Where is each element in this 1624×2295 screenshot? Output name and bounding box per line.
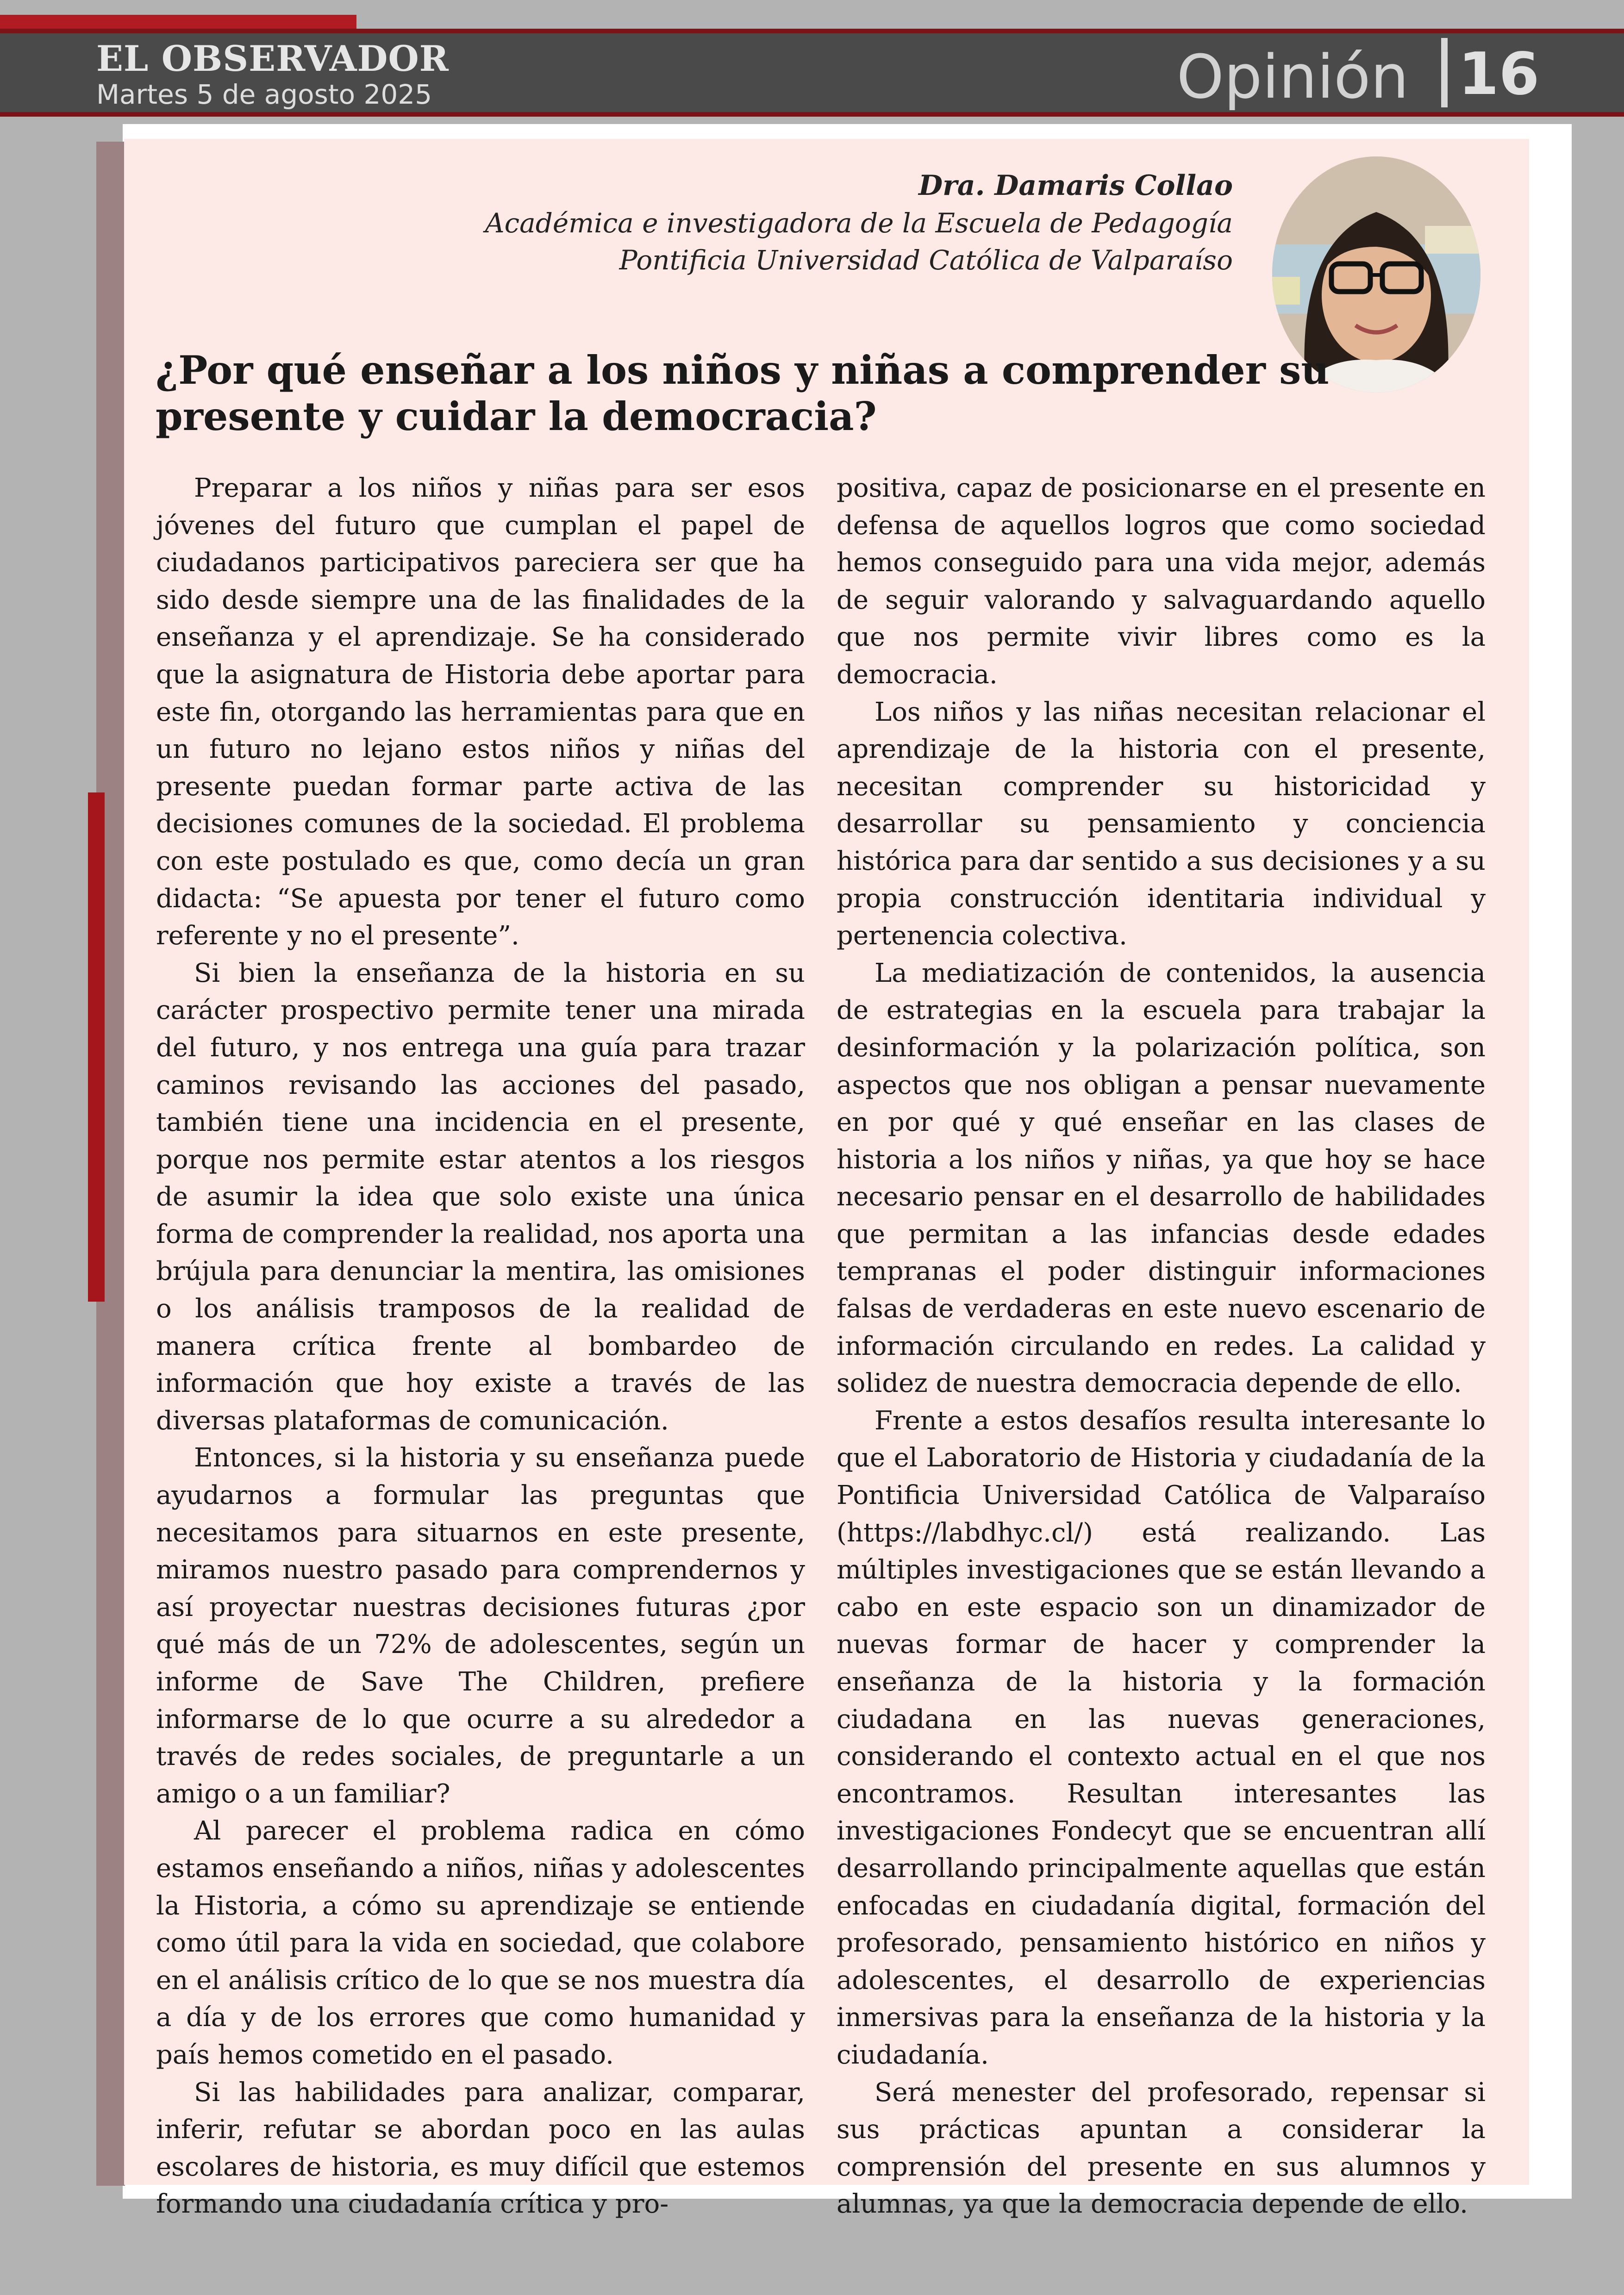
section-title: Opinión bbox=[1176, 42, 1409, 112]
author-name: Dra. Damaris Collao bbox=[918, 169, 1233, 202]
paragraph-continued: positiva, capaz de posicionarse en el presente en defensa de aquellos logros que como sociedad hemos conseguido para una vida mejor, además de seguir valorando y salvaguardando aquello que nos permite vivir libres como es la democracia. bbox=[837, 473, 1486, 690]
paragraph: Frente a estos desafíos resulta interesante lo que el Laboratorio de Historia y ciudadanía de la Pontificia Universidad Católica de Valparaíso (https://labdhyc.cl/) está realizando. Las múltiples investigaciones que se están llevando a cabo en este espacio son un dinamizador de nuevas formar de hacer y comprender la enseñanza de la historia y la formación ciudadana en las nuevas generaciones, considerando el contexto actual en el que nos encontramos. Resultan interesantes las investigaciones Fondecyt que se encuentran allí desarrollando principalmente aquellas que están enfocadas en ciudadanía digital, formación del profesorado, pensamiento histórico en niños y adolescentes, el desarrollo de experiencias inmersivas para la enseñanza de la historia y la ciudadanía. bbox=[837, 1405, 1486, 2070]
article-headline: ¿Por qué enseñar a los niños y niñas a comprender su presente y cuidar la democracia? bbox=[156, 347, 1330, 439]
header-red-tab bbox=[0, 15, 356, 29]
header-divider bbox=[1441, 38, 1448, 107]
paragraph: Será menester del profesorado, repensar si sus prácticas apuntan a considerar la comprensión del presente en sus alumnos y alumnas, ya que la democracia depende de ello. bbox=[837, 2077, 1486, 2220]
author-byline bbox=[485, 169, 1233, 279]
column-left bbox=[156, 470, 805, 2223]
paragraph: Si bien la enseñanza de la historia en su carácter prospectivo permite tener una mirada del futuro, y nos entrega una guía para trazar caminos revisando las acciones del pasado, también tiene una incidencia en el presente, porque nos permite estar atentos a los riesgos de asumir la idea que solo existe una única forma de comprender la realidad, nos aporta una brújula para denunciar la mentira, las omisiones o los análisis tramposos de la realidad de manera crítica frente al bombardeo de información que hoy existe a través de las diversas plataformas de comunicación. bbox=[156, 958, 805, 1436]
paragraph: Si las habilidades para analizar, comparar, inferir, refutar se abordan poco en las aulas escolares de historia, es muy difícil que estemos formando una ciudadanía crítica y pro- bbox=[156, 2077, 805, 2220]
paragraph: Al parecer el problema radica en cómo estamos enseñando a niños, niñas y adolescentes la Historia, a cómo su aprendizaje se entiende como útil para la vida en sociedad, que colabore en el análisis crítico de lo que se nos muestra día a día y de los errores que como humanidad y país hemos cometido en el pasado. bbox=[156, 1816, 805, 2070]
article bbox=[124, 139, 1529, 2220]
author-role: Académica e investigadora de la Escuela de Pedagogía bbox=[485, 207, 1233, 239]
paragraph: Entonces, si la historia y su enseñanza puede ayudarnos a formular las preguntas que necesitamos para situarnos en este presente, miramos nuestro pasado para comprendernos y así proyectar nuestras decisiones futuras ¿por qué más de un 72% de adolescentes, según un informe de Save The Children, prefiere informarse de lo que ocurre a su alrededor a través de redes sociales, de preguntarle a un amigo o a un familiar? bbox=[156, 1443, 805, 1809]
issue-date: Martes 5 de agosto 2025 bbox=[96, 79, 432, 110]
author-institution: Pontificia Universidad Católica de Valparaíso bbox=[619, 244, 1233, 276]
header-bar bbox=[0, 29, 1624, 117]
paragraph: Preparar a los niños y niñas para ser esos jóvenes del futuro que cumplan el papel de ciudadanos participativos pareciera ser que ha sido desde siempre una de las finalidades de la enseñanza y el aprendizaje. Se ha considerado que la asignatura de Historia debe aportar para este fin, otorgando las herramientas para que en un futuro no lejano estos niños y niñas del presente puedan formar parte activa de las decisiones comunes de la sociedad. El problema con este postulado es que, como decía un gran didacta: “Se apuesta por tener el futuro como referente y no el presente”. bbox=[156, 473, 805, 951]
paragraph: Los niños y las niñas necesitan relacionar el aprendizaje de la historia con el presente, necesitan comprender su historicidad y desarrollar su pensamiento y conciencia histórica para dar sentido a sus decisiones y a su propia construcción identitaria individual y pertenencia colectiva. bbox=[837, 697, 1486, 951]
page-number: 16 bbox=[1458, 40, 1540, 108]
column-right bbox=[837, 470, 1486, 2223]
left-red-accent bbox=[88, 792, 105, 1302]
newspaper-name: EL OBSERVADOR bbox=[96, 38, 449, 79]
paragraph: La mediatización de contenidos, la ausencia de estrategias en la escuela para trabajar la desinformación y la polarización política, son aspectos que nos obligan a pensar nuevamente en por qué y qué enseñar en las clases de historia a los niños y niñas, ya que hoy se hace necesario pensar en el desarrollo de habilidades que permitan a las infancias desde edades tempranas el poder distinguir informaciones falsas de verdaderas en este nuevo escenario de información circulando en redes. La calidad y solidez de nuestra democracia depende de ello. bbox=[837, 958, 1486, 1399]
